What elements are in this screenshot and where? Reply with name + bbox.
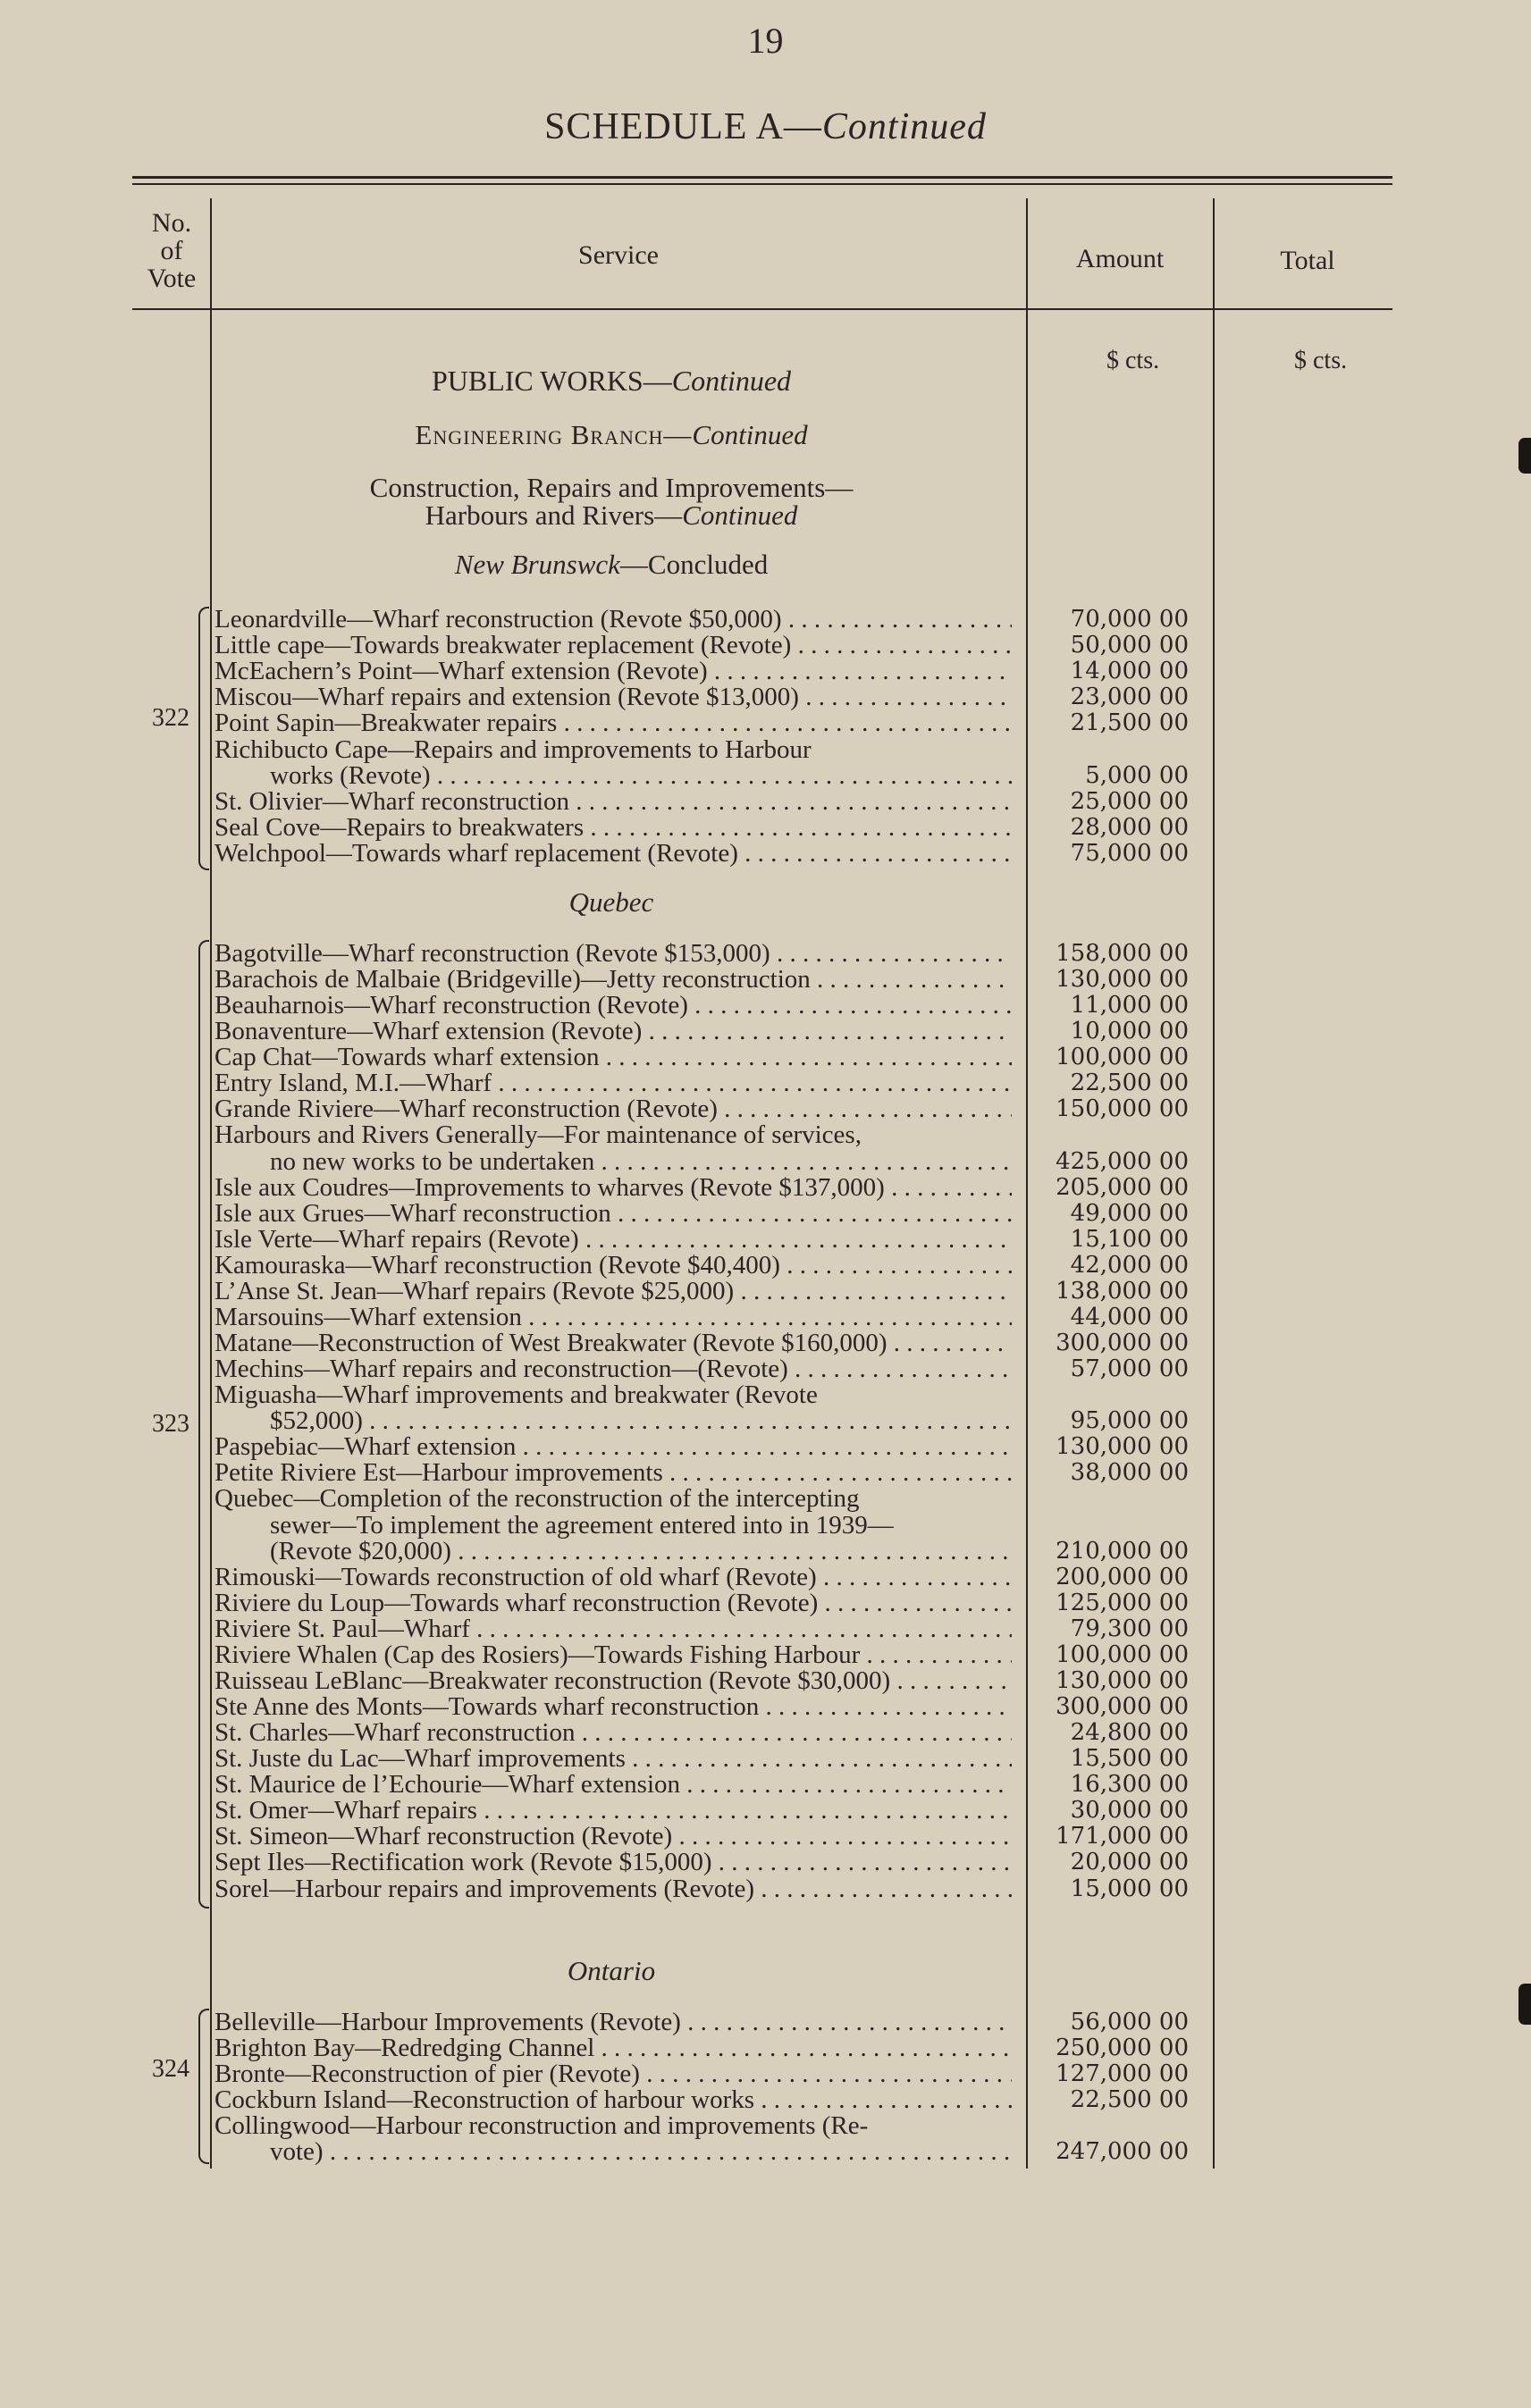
line-item [215, 607, 1189, 633]
line-item-amount: 300,000 00 [1056, 1693, 1189, 1721]
line-item [215, 993, 1189, 1019]
header-bottom-rule [132, 308, 1392, 310]
line-item-service: Collingwood—Harbour reconstruction and improvements (Re- [215, 2113, 869, 2139]
schedule-title-main: SCHEDULE A— [544, 106, 822, 147]
line-item-amount: 11,000 00 [1070, 992, 1189, 1019]
line-item-service-continued: no new works to be undertaken . . . [270, 1149, 1012, 1175]
scan-edge-blot [1518, 1984, 1531, 2025]
line-item-amount: 130,000 00 [1056, 966, 1189, 994]
line-item [215, 763, 1189, 789]
line-item-service: Kamouraska—Wharf reconstruction (Revote $40,400) . . . [215, 1253, 1012, 1279]
vote-brace-324 [198, 2009, 209, 2164]
line-item-service: Seal Cove—Repairs to breakwaters . . . [215, 815, 1012, 841]
line-item-amount: 300,000 00 [1056, 1330, 1189, 1357]
line-item-amount: 15,000 00 [1070, 1875, 1189, 1902]
line-item [215, 1330, 1189, 1356]
line-item [215, 1850, 1189, 1875]
schedule-title-continued: Continued [821, 106, 987, 147]
line-item-service: St. Simeon—Wharf reconstruction (Revote) . . . [215, 1824, 1012, 1850]
line-item [215, 1045, 1189, 1070]
line-item-amount: 10,000 00 [1070, 1018, 1189, 1045]
line-item-amount: 50,000 00 [1070, 632, 1189, 659]
line-item [215, 1279, 1189, 1305]
line-item-service: Sorel—Harbour repairs and improvements (Revote) . . . [215, 1876, 1012, 1902]
line-item-amount: 247,000 00 [1056, 2138, 1189, 2165]
header-no-of-vote [134, 207, 209, 295]
line-item-amount: 425,000 00 [1056, 1147, 1189, 1175]
line-item-service: Ste Anne des Monts—Towards wharf reconstruction . . . [215, 1694, 1012, 1720]
line-item [215, 1408, 1189, 1434]
line-item-service: Little cape—Towards breakwater replacement (Revote) . . . [215, 633, 1012, 659]
line-item-amount: 75,000 00 [1070, 839, 1189, 867]
line-item-service: Isle aux Grues—Wharf reconstruction . . . [215, 1201, 1012, 1227]
line-item-service: Riviere St. Paul—Wharf . . . [215, 1616, 1012, 1642]
line-item-amount: 79,300 00 [1070, 1615, 1189, 1642]
branch-heading-cont: Continued [692, 419, 808, 450]
vote-brace-323 [198, 940, 209, 1909]
line-item-amount: 138,000 00 [1056, 1277, 1189, 1305]
line-item-service: Ruisseau LeBlanc—Breakwater reconstruction (Revote $30,000) . . . [215, 1668, 1012, 1694]
line-item-amount: 130,000 00 [1056, 1666, 1189, 1694]
line-item-service: Grande Riviere—Wharf reconstruction (Revote) . . . [215, 1096, 1012, 1122]
line-item [215, 1694, 1189, 1720]
line-item-amount: 38,000 00 [1070, 1459, 1189, 1487]
line-item [215, 1539, 1189, 1565]
line-item-service: Petite Riviere Est—Harbour improvements . . . [215, 1460, 1012, 1486]
line-item-amount: 100,000 00 [1056, 1640, 1189, 1668]
line-item-amount: 14,000 00 [1070, 658, 1189, 685]
line-item-amount: 42,000 00 [1070, 1251, 1189, 1279]
line-item-amount: 22,500 00 [1070, 1070, 1189, 1097]
line-item-amount: 28,000 00 [1070, 813, 1189, 841]
column-divider-total [1213, 198, 1215, 2169]
line-item-service: McEachern’s Point—Wharf extension (Revote) . . . [215, 659, 1012, 684]
line-item-amount: 5,000 00 [1085, 761, 1189, 789]
new-brunswick-heading-italic: New Brunswck [454, 549, 620, 580]
line-item-service: Welchpool—Towards wharf replacement (Revote) . . . [215, 841, 1012, 867]
line-item [215, 1876, 1189, 1902]
line-item-amount: 15,500 00 [1070, 1745, 1189, 1773]
header-service: Service [578, 240, 659, 270]
line-item-service: Bonaventure—Wharf extension (Revote) . . . [215, 1019, 1012, 1045]
header-total: Total [1280, 246, 1335, 275]
line-item-service: Harbours and Rivers Generally—For maintenance of services, [215, 1122, 862, 1149]
line-item-service: St. Olivier—Wharf reconstruction . . . [215, 789, 1012, 815]
line-item-service: Riviere du Loup—Towards wharf reconstruction (Revote) . . . [215, 1590, 1012, 1616]
header-of: of [160, 236, 183, 265]
line-item [215, 1305, 1189, 1330]
line-item-service: Entry Island, M.I.—Wharf . . . [215, 1070, 1012, 1096]
vote-brace-322 [198, 607, 209, 870]
line-item-service: Sept Iles—Rectification work (Revote $15,000) . . . [215, 1850, 1012, 1875]
line-item-service: Cockburn Island—Reconstruction of harbour works . . . [215, 2087, 1012, 2113]
line-item [215, 1434, 1189, 1460]
construction-heading-line2-main: Harbours and Rivers— [425, 499, 683, 531]
line-item-service: St. Maurice de l’Echourie—Wharf extension . . . [215, 1772, 1012, 1798]
line-item-amount: 210,000 00 [1056, 1537, 1189, 1565]
line-item-amount: 100,000 00 [1056, 1044, 1189, 1071]
line-item-service: Bagotville—Wharf reconstruction (Revote $153,000) . . . [215, 941, 1012, 967]
line-item [215, 633, 1189, 659]
line-item [215, 815, 1189, 841]
line-item [215, 1772, 1189, 1798]
line-item-service: Bronte—Reconstruction of pier (Revote) . . . [215, 2061, 1012, 2087]
ontario-heading: Ontario [567, 1955, 656, 1986]
line-item [215, 1642, 1189, 1668]
page-number: 19 [747, 21, 784, 61]
line-item [215, 1149, 1189, 1175]
line-item-service: St. Charles—Wharf reconstruction . . . [215, 1720, 1012, 1746]
line-item-service: Quebec—Completion of the reconstruction of the intercepting [215, 1486, 860, 1513]
construction-heading-line2 [211, 501, 1012, 529]
line-item-service: Marsouins—Wharf extension . . . [215, 1305, 1012, 1330]
line-item [215, 1486, 1189, 1512]
construction-heading-line1: Construction, Repairs and Improvements— [369, 472, 854, 503]
line-item-service: Isle aux Coudres—Improvements to wharves (Revote $137,000) . . . [215, 1175, 1012, 1201]
header-no: No. [151, 208, 192, 238]
line-item-service: St. Omer—Wharf repairs . . . [215, 1798, 1012, 1824]
line-item-service: Rimouski—Towards reconstruction of old wharf (Revote) . . . [215, 1565, 1012, 1590]
branch-heading-main: Engineering Branch— [415, 419, 693, 450]
new-brunswick-heading [211, 550, 1012, 578]
line-item [215, 710, 1189, 736]
branch-heading [211, 421, 1012, 449]
department-heading [211, 367, 1012, 395]
line-item-amount: 16,300 00 [1070, 1771, 1189, 1799]
line-item [215, 841, 1189, 867]
line-item [215, 2113, 1189, 2139]
line-item [215, 1798, 1189, 1824]
line-item-amount: 20,000 00 [1070, 1849, 1189, 1876]
line-item [215, 1720, 1189, 1746]
line-item-amount: 49,000 00 [1070, 1199, 1189, 1227]
construction-heading-line2-cont: Continued [682, 499, 798, 531]
line-item-amount: 200,000 00 [1056, 1563, 1189, 1590]
line-item-amount: 125,000 00 [1056, 1589, 1189, 1616]
vote-number-323: 323 [152, 1410, 189, 1438]
line-item-amount: 21,500 00 [1070, 709, 1189, 737]
line-item-service: Brighton Bay—Redredging Channel . . . [215, 2035, 1012, 2061]
line-item-service: L’Anse St. Jean—Wharf repairs (Revote $25,000) . . . [215, 1279, 1012, 1305]
line-item-service: Beauharnois—Wharf reconstruction (Revote) . . . [215, 993, 1012, 1019]
line-item-service: Matane—Reconstruction of West Breakwater (Revote $160,000) . . . [215, 1330, 1012, 1356]
line-item-amount: 15,100 00 [1070, 1225, 1189, 1253]
line-item [215, 1382, 1189, 1408]
line-item-service-continued: vote) . . . [270, 2139, 1012, 2165]
line-item-service: Miscou—Wharf repairs and extension (Revote $13,000) . . . [215, 684, 1012, 710]
line-item [215, 2139, 1189, 2165]
line-item-amount: 56,000 00 [1070, 2009, 1189, 2035]
line-item-amount: 44,000 00 [1070, 1303, 1189, 1330]
line-item-amount: 127,000 00 [1056, 2060, 1189, 2087]
line-item [215, 1616, 1189, 1642]
line-item-amount: 130,000 00 [1056, 1433, 1189, 1461]
department-heading-main: PUBLIC WORKS— [431, 365, 672, 397]
line-item-amount: 25,000 00 [1070, 787, 1189, 815]
line-item [215, 737, 1189, 763]
scan-edge-blot [1518, 438, 1531, 474]
line-item [215, 1824, 1189, 1850]
construction-heading [211, 474, 1012, 529]
top-double-rule [132, 176, 1392, 179]
line-item-service: Isle Verte—Wharf repairs (Revote) . . . [215, 1227, 1012, 1253]
line-item [215, 1746, 1189, 1772]
line-item-service-continued: works (Revote) . . . [270, 763, 1012, 789]
new-brunswick-heading-rest: —Concluded [619, 549, 769, 580]
schedule-title [0, 105, 1531, 148]
line-item [215, 1513, 1189, 1539]
line-item-amount: 70,000 00 [1070, 606, 1189, 633]
line-item-amount: 57,000 00 [1070, 1355, 1189, 1383]
line-item [215, 1460, 1189, 1486]
line-item [215, 1070, 1189, 1096]
line-item-service: Barachois de Malbaie (Bridgeville)—Jetty reconstruction . . . [215, 967, 1012, 993]
line-item [215, 1175, 1189, 1201]
line-item [215, 1356, 1189, 1382]
vote-number-322: 322 [152, 704, 189, 732]
line-item-service: St. Juste du Lac—Wharf improvements . . . [215, 1746, 1012, 1772]
amount-units: $ cts. [1106, 347, 1160, 374]
line-item-amount: 250,000 00 [1056, 2035, 1189, 2061]
vote-number-324: 324 [152, 2055, 189, 2083]
line-item [215, 1019, 1189, 1045]
total-units: $ cts. [1294, 347, 1348, 374]
line-item [215, 789, 1189, 815]
line-item [215, 2061, 1189, 2087]
line-item [215, 2087, 1189, 2113]
line-item [215, 1253, 1189, 1279]
line-item [215, 1227, 1189, 1253]
line-item-amount: 30,000 00 [1070, 1797, 1189, 1825]
line-item-service: Leonardville—Wharf reconstruction (Revote $50,000) . . . [215, 607, 1012, 633]
line-item-service-continued: (Revote $20,000) . . . [270, 1539, 1012, 1565]
line-item-service: Richibucto Cape—Repairs and improvements to Harbour [215, 736, 812, 763]
line-item [215, 1122, 1189, 1148]
line-item-amount: 150,000 00 [1056, 1095, 1189, 1123]
line-item-amount: 158,000 00 [1056, 940, 1189, 967]
line-item-service: Paspebiac—Wharf extension . . . [215, 1434, 1012, 1460]
line-item-service: Cap Chat—Towards wharf extension . . . [215, 1045, 1012, 1070]
line-item [215, 1668, 1189, 1694]
header-vote: Vote [147, 264, 197, 293]
line-item-amount: 23,000 00 [1070, 684, 1189, 711]
line-item [215, 684, 1189, 710]
line-item-service: Point Sapin—Breakwater repairs . . . [215, 710, 1012, 736]
line-item [215, 1565, 1189, 1590]
line-item-service: Mechins—Wharf repairs and reconstruction—(Revote) . . . [215, 1356, 1012, 1382]
line-item [215, 1590, 1189, 1616]
line-item [215, 659, 1189, 684]
line-item-service: Riviere Whalen (Cap des Rosiers)—Towards Fishing Harbour . . . [215, 1642, 1012, 1668]
line-item-amount: 95,000 00 [1070, 1407, 1189, 1435]
line-item-service-continued: $52,000) . . . [270, 1408, 1012, 1434]
line-item [215, 2035, 1189, 2061]
line-item [215, 941, 1189, 967]
line-item [215, 1201, 1189, 1227]
line-item-amount: 24,800 00 [1070, 1719, 1189, 1747]
header-amount: Amount [1075, 244, 1165, 273]
department-heading-cont: Continued [671, 365, 792, 397]
line-item [215, 967, 1189, 993]
quebec-heading: Quebec [568, 886, 654, 918]
line-item-service: Belleville—Harbour Improvements (Revote) . . . [215, 2009, 1012, 2035]
line-item [215, 2009, 1189, 2035]
line-item-service: Miguasha—Wharf improvements and breakwater (Revote [215, 1382, 818, 1409]
line-item-service-continued: sewer—To implement the agreement entered into in 1939— [270, 1512, 894, 1539]
line-item-amount: 205,000 00 [1056, 1173, 1189, 1201]
top-double-rule-second [132, 183, 1392, 185]
line-item [215, 1096, 1189, 1122]
line-item-amount: 171,000 00 [1056, 1823, 1189, 1850]
line-item-amount: 22,500 00 [1070, 2086, 1189, 2113]
